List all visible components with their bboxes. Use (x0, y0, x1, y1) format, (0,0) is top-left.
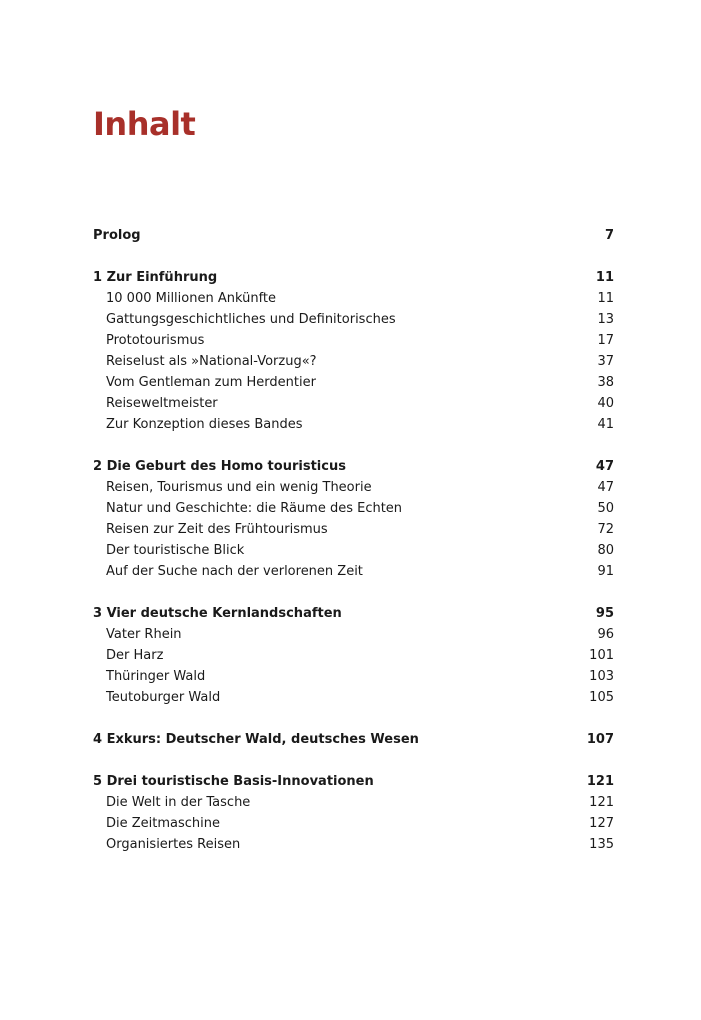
toc-entry-page-number: 50 (597, 501, 614, 516)
toc-entry-page-number: 121 (589, 795, 614, 810)
toc-entry-label: Teutoburger Wald (106, 690, 221, 705)
toc-entry-label: Die Welt in der Tasche (106, 795, 251, 810)
toc-entry-label: Reisen zur Zeit des Frühtourismus (106, 522, 328, 537)
toc-entry-page-number: 103 (589, 669, 614, 684)
toc-subentry[interactable] (93, 645, 614, 666)
toc-subentry[interactable] (93, 330, 614, 351)
toc-entry-page-number: 47 (595, 459, 614, 474)
toc-subentry[interactable] (93, 393, 614, 414)
toc-entry-page-number: 80 (597, 543, 614, 558)
toc-section-1 (93, 267, 614, 435)
toc-chapter-heading[interactable] (93, 603, 614, 624)
toc-entry-page-number: 47 (597, 480, 614, 495)
toc-entry-label: Der touristische Blick (106, 543, 245, 558)
toc-subentry[interactable] (93, 309, 614, 330)
toc-subentry[interactable] (93, 519, 614, 540)
toc-entry-page-number: 95 (595, 606, 614, 621)
toc-entry-label: Gattungsgeschichtliches und Definitorisches (106, 312, 396, 327)
toc-entry-label: 10 000 Millionen Ankünfte (106, 291, 277, 306)
toc-entry-label: 2 Die Geburt des Homo touristicus (93, 459, 346, 474)
toc-entry-label: Natur und Geschichte: die Räume des Echten (106, 501, 403, 516)
toc-subentry[interactable] (93, 687, 614, 708)
toc-entry-page-number: 40 (597, 396, 614, 411)
toc-entry-page-number: 127 (589, 816, 614, 831)
toc-entry-page-number: 91 (597, 564, 614, 579)
toc-entry-label: Vom Gentleman zum Herdentier (106, 375, 316, 390)
toc-entry-page-number: 7 (604, 228, 614, 243)
toc-chapter-heading[interactable] (93, 267, 614, 288)
toc-subentry[interactable] (93, 666, 614, 687)
toc-subentry[interactable] (93, 477, 614, 498)
toc-entry-label: Zur Konzeption dieses Bandes (106, 417, 303, 432)
toc-entry-label: Auf der Suche nach der verlorenen Zeit (106, 564, 363, 579)
toc-subentry[interactable] (93, 414, 614, 435)
toc-entry-page-number: 11 (595, 270, 614, 285)
toc-subentry[interactable] (93, 498, 614, 519)
toc-entry-page-number: 38 (597, 375, 614, 390)
toc-section-3 (93, 603, 614, 708)
toc-section-2 (93, 456, 614, 582)
toc-subentry[interactable] (93, 351, 614, 372)
toc-entry-label: 4 Exkurs: Deutscher Wald, deutsches Wesen (93, 732, 419, 747)
toc-subentry[interactable] (93, 834, 614, 855)
toc-entry-label: Reiseweltmeister (106, 396, 218, 411)
toc-entry-label: Prolog (93, 228, 141, 243)
toc-entry-page-number: 121 (586, 774, 614, 789)
toc-entry-page-number: 11 (597, 291, 614, 306)
toc-entry-label: Reiselust als »National-Vorzug«? (106, 354, 317, 369)
toc-entry-label: 3 Vier deutsche Kernlandschaften (93, 606, 342, 621)
toc-chapter-heading[interactable] (93, 729, 614, 750)
toc-entry-label: Die Zeitmaschine (106, 816, 221, 831)
toc-entry-page-number: 17 (597, 333, 614, 348)
toc-entry-label: Prototourismus (106, 333, 205, 348)
toc-section-4 (93, 729, 614, 750)
toc-entry-page-number: 37 (597, 354, 614, 369)
toc-entry-page-number: 135 (589, 837, 614, 852)
toc-entry-page-number: 96 (597, 627, 614, 642)
toc-entry-label: Organisiertes Reisen (106, 837, 241, 852)
toc-section-5 (93, 771, 614, 855)
toc-entry-label: Thüringer Wald (106, 669, 206, 684)
toc-subentry[interactable] (93, 624, 614, 645)
toc-entry-label: 1 Zur Einführung (93, 270, 218, 285)
toc-section-prolog (93, 225, 614, 246)
toc-sections (93, 267, 614, 855)
toc-entry-page-number: 13 (597, 312, 614, 327)
toc-entry-label: Reisen, Tourismus und ein wenig Theorie (106, 480, 372, 495)
toc-entry-page-number: 72 (597, 522, 614, 537)
toc-entry-page-number: 107 (586, 732, 614, 747)
toc-entry-page-number: 105 (589, 690, 614, 705)
toc-subentry[interactable] (93, 372, 614, 393)
toc-chapter-heading[interactable] (93, 456, 614, 477)
toc-subentry[interactable] (93, 813, 614, 834)
toc-subentry[interactable] (93, 792, 614, 813)
toc-chapter-heading[interactable] (93, 771, 614, 792)
toc-entry-label: Vater Rhein (106, 627, 182, 642)
page-title: Inhalt (93, 105, 196, 143)
table-of-contents (93, 225, 614, 876)
toc-subentry[interactable] (93, 288, 614, 309)
toc-entry-label: 5 Drei touristische Basis-Innovationen (93, 774, 374, 789)
toc-entry-page-number: 101 (589, 648, 614, 663)
toc-subentry[interactable] (93, 540, 614, 561)
toc-entry-prolog[interactable] (93, 225, 614, 246)
toc-subentry[interactable] (93, 561, 614, 582)
toc-entry-label: Der Harz (106, 648, 164, 663)
toc-entry-page-number: 41 (597, 417, 614, 432)
